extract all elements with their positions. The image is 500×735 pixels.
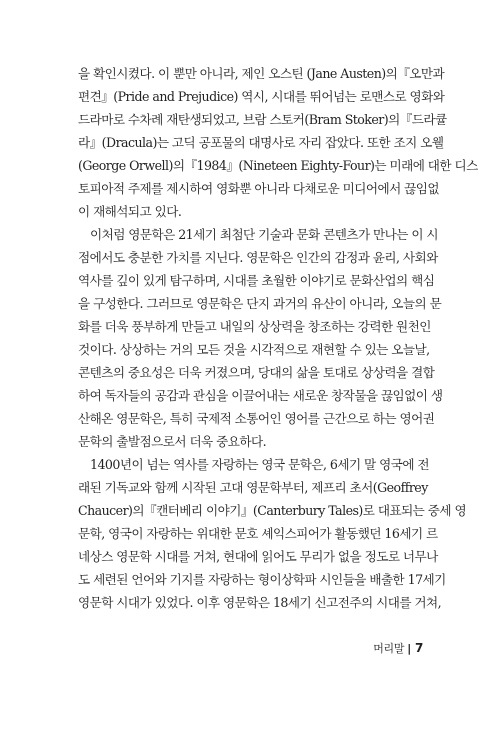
text-line: 토피아적 주제를 제시하여 영화뿐 아니라 다채로운 미디어에서 끊임없 (78, 181, 440, 196)
text-line: 1400년이 넘는 역사를 자랑하는 영국 문학은, 6세기 말 영국에 전 (90, 457, 430, 472)
text-line: 산해온 영문학은, 특히 국제적 소통어인 영어를 근간으로 하는 영어권 (78, 411, 435, 426)
text-line: 이처럼 영문학은 21세기 최첨단 기술과 문화 콘텐츠가 만나는 이 시 (90, 227, 439, 242)
text-line: 점에서도 충분한 가치를 지닌다. 영문학은 인간의 감정과 윤리, 사회와 (78, 250, 438, 265)
text-line: 것이다. 상상하는 거의 모든 것을 시각적으로 재현할 수 있는 오늘날, (78, 342, 430, 357)
text-line: 콘텐츠의 중요성은 더욱 커졌으며, 당대의 삶을 토대로 상상력을 결합 (78, 365, 435, 380)
page-number: 7 (414, 641, 423, 655)
text-line: 이 재해석되고 있다. (78, 204, 182, 219)
page-footer (373, 640, 423, 656)
text-line: 화를 더욱 풍부하게 만들고 내일의 상상력을 창조하는 강력한 원천인 (78, 319, 431, 334)
text-line: 영문학 시대가 있었다. 이후 영문학은 18세기 신고전주의 시대를 거쳐, (78, 595, 442, 610)
section-title: 머리말 (373, 642, 405, 655)
paragraph (78, 223, 443, 453)
text-line: 역사를 깊이 있게 탐구하며, 시대를 초월한 이야기로 문화산업의 핵심 (78, 273, 435, 288)
text-line: 을 확인시켰다. 이 뿐만 아니라, 제인 오스틴 (Jane Austen)의『오만과 (78, 66, 445, 81)
footer-separator: | (407, 642, 411, 655)
text-line: 드라마로 수차례 재탄생되었고, 브람 스토커(Bram Stoker)의『드라큘 (78, 112, 447, 127)
text-line: 네상스 영문학 시대를 거쳐, 현대에 읽어도 무리가 없을 정도로 너무나 (78, 549, 438, 564)
text-line: 문학의 출발점으로서 더욱 중요하다. (78, 434, 267, 449)
text-line: 라』(Dracula)는 고딕 공포물의 대명사로 자리 잡았다. 또한 조지 오웰 (78, 135, 444, 150)
text-line: 래된 기독교와 함께 시작된 고대 영문학부터, 제프리 초서(Geoffrey (78, 480, 428, 495)
paragraph (78, 62, 478, 223)
page-body (78, 62, 478, 614)
text-line: Chaucer)의『캔터베리 이야기』(Canterbury Tales)로 대표되는 중세 영 (78, 503, 467, 518)
text-line: 도 세련된 언어와 기지를 자랑하는 형이상학파 시인들을 배출한 17세기 (78, 572, 446, 587)
text-line: 편견』(Pride and Prejudice) 역시, 시대를 뛰어넘는 로맨스로 영화와 (78, 89, 445, 104)
text-line: (George Orwell)의『1984』(Nineteen Eighty-Four)는 미래에 대한 디스 (78, 158, 478, 173)
text-line: 문학, 영국이 자랑하는 위대한 문호 셰익스피어가 활동했던 16세기 르 (78, 526, 438, 541)
paragraph (78, 453, 467, 614)
text-line: 을 구성한다. 그러므로 영문학은 단지 과거의 유산이 아니라, 오늘의 문 (78, 296, 442, 311)
text-line: 하여 독자들의 공감과 관심을 이끌어내는 새로운 창작물을 끊임없이 생 (78, 388, 443, 403)
